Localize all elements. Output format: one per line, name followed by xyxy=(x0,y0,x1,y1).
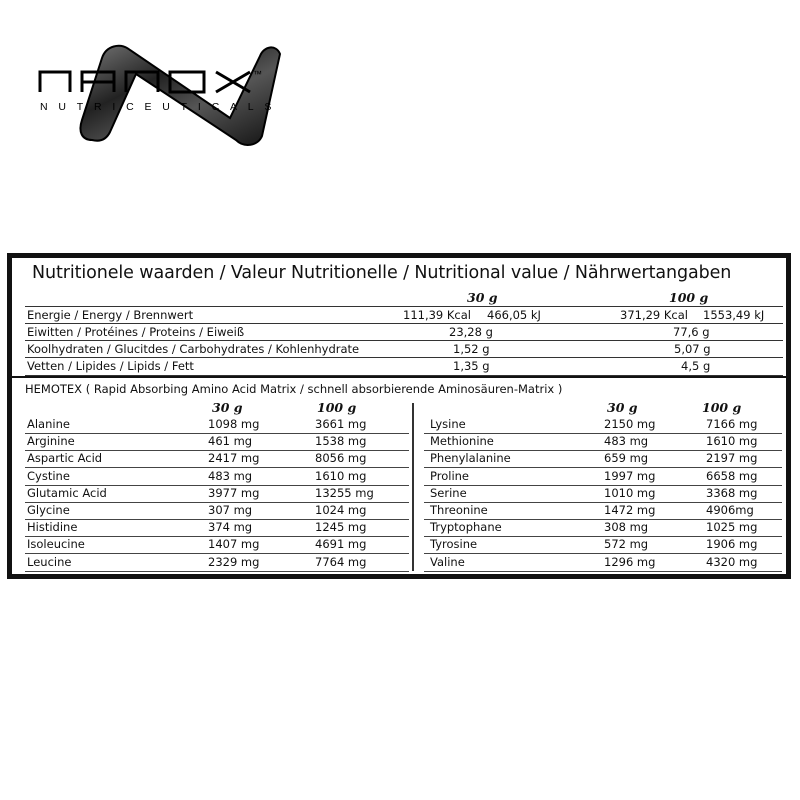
amino-name: Glycine xyxy=(27,503,70,517)
amino-value-100: 4691 mg xyxy=(315,537,367,552)
amino-name: Histidine xyxy=(27,520,78,535)
amino-name: Serine xyxy=(430,485,467,500)
amino-value-30: 572 mg xyxy=(604,537,649,552)
amino-name: Leucine xyxy=(27,554,72,569)
amino-row xyxy=(25,519,409,537)
amino-row xyxy=(25,450,409,468)
nanox-logo xyxy=(30,40,330,150)
amino-row xyxy=(424,433,782,451)
amino-row xyxy=(25,416,409,434)
amino-value-30: 1296 mg xyxy=(604,554,656,569)
amino-column-separator xyxy=(412,403,414,571)
nutrition-label: Eiwitten / Protéines / Proteins / Eiweiß xyxy=(27,325,245,339)
amino-row xyxy=(424,536,782,554)
svg-text:NUTRICEUTICALS: NUTRICEUTICALS xyxy=(40,101,283,113)
hemotex-heading: HEMOTEX ( Rapid Absorbing Amino Acid Matrix / schnell absorbierende Aminosäuren-Matrix ) xyxy=(25,382,563,396)
nutrition-value-30-kcal: 111,39 Kcal xyxy=(403,308,472,322)
amino-value-100: 2197 mg xyxy=(706,451,758,466)
amino-right-col-100-header: 100 g xyxy=(702,400,742,415)
amino-row xyxy=(25,485,409,503)
amino-value-100: 3368 mg xyxy=(706,485,758,500)
amino-value-100: 13255 mg xyxy=(315,485,374,500)
section-divider xyxy=(12,376,786,378)
nutrition-value-100-kj: 1553,49 kJ xyxy=(703,308,765,322)
amino-value-30: 1407 mg xyxy=(208,537,260,552)
amino-row xyxy=(25,468,409,486)
amino-value-100: 7166 mg xyxy=(706,417,758,431)
nutrition-label: Vetten / Lipides / Lipids / Fett xyxy=(27,359,194,373)
amino-row xyxy=(25,536,409,554)
amino-value-100: 4320 mg xyxy=(706,554,758,569)
amino-value-30: 461 mg xyxy=(208,434,253,449)
amino-value-100: 1025 mg xyxy=(706,520,758,535)
nutrition-value-30-kj: 466,05 kJ xyxy=(487,308,541,322)
amino-name: Proline xyxy=(430,468,469,483)
amino-value-100: 1610 mg xyxy=(706,434,758,449)
amino-row xyxy=(25,502,409,520)
amino-value-100: 1610 mg xyxy=(315,468,367,483)
amino-name: Tryptophane xyxy=(430,520,502,535)
nutrition-label: Koolhydraten / Glucitdes / Carbohydrates / Kohlenhydrate xyxy=(27,342,360,356)
amino-left-col-100-header: 100 g xyxy=(317,400,357,415)
amino-value-100: 7764 mg xyxy=(315,554,367,569)
nutrition-value-30: 1,52 g xyxy=(453,342,490,356)
amino-row xyxy=(424,468,782,486)
nutrition-panel-inner xyxy=(12,258,786,574)
amino-value-100: 1538 mg xyxy=(315,434,367,449)
nutrition-col-30-header: 30 g xyxy=(467,290,498,305)
amino-value-30: 307 mg xyxy=(208,503,253,517)
nutrition-row-energy xyxy=(25,306,783,324)
amino-name: Valine xyxy=(430,554,465,569)
amino-name: Tyrosine xyxy=(430,537,478,552)
amino-row xyxy=(424,485,782,503)
amino-value-100: 3661 mg xyxy=(315,417,367,431)
nutrition-value-100: 4,5 g xyxy=(681,359,711,373)
amino-row xyxy=(424,554,782,572)
amino-value-30: 483 mg xyxy=(208,468,253,483)
panel-title: Nutritionele waarden / Valeur Nutritionelle / Nutritional value / Nährwertangaben xyxy=(32,263,732,283)
amino-name: Phenylalanine xyxy=(430,451,511,466)
amino-value-30: 483 mg xyxy=(604,434,649,449)
amino-value-30: 1010 mg xyxy=(604,485,656,500)
nutrition-col-100-header: 100 g xyxy=(669,290,709,305)
amino-row xyxy=(424,416,782,434)
amino-name: Threonine xyxy=(430,503,488,517)
amino-name: Aspartic Acid xyxy=(27,451,103,466)
amino-row xyxy=(424,502,782,520)
amino-value-30: 1098 mg xyxy=(208,417,260,431)
nutrition-value-30: 23,28 g xyxy=(449,325,493,339)
amino-row xyxy=(25,554,409,572)
amino-value-30: 659 mg xyxy=(604,451,649,466)
amino-value-100: 6658 mg xyxy=(706,468,758,483)
amino-name: Isoleucine xyxy=(27,537,85,552)
amino-value-30: 374 mg xyxy=(208,520,253,535)
amino-value-100: 1906 mg xyxy=(706,537,758,552)
amino-name: Glutamic Acid xyxy=(27,485,107,500)
amino-name: Lysine xyxy=(430,417,466,431)
amino-right-col-30-header: 30 g xyxy=(607,400,638,415)
amino-left-col-30-header: 30 g xyxy=(212,400,243,415)
amino-value-30: 2150 mg xyxy=(604,417,656,431)
amino-value-30: 2417 mg xyxy=(208,451,260,466)
nutrition-value-100: 77,6 g xyxy=(673,325,710,339)
amino-name: Arginine xyxy=(27,434,75,449)
amino-value-100: 4906mg xyxy=(706,503,754,517)
amino-value-30: 3977 mg xyxy=(208,485,260,500)
amino-value-30: 308 mg xyxy=(604,520,649,535)
nutrition-row-fat xyxy=(25,357,783,376)
nutrition-value-30: 1,35 g xyxy=(453,359,490,373)
amino-row xyxy=(424,450,782,468)
amino-row xyxy=(25,433,409,451)
amino-name: Cystine xyxy=(27,468,70,483)
nutrition-row-carbohydrates xyxy=(25,340,783,358)
amino-value-100: 1024 mg xyxy=(315,503,367,517)
amino-value-100: 8056 mg xyxy=(315,451,367,466)
nutrition-value-100: 5,07 g xyxy=(674,342,711,356)
nutrition-panel xyxy=(7,253,791,579)
amino-value-100: 1245 mg xyxy=(315,520,367,535)
amino-name: Alanine xyxy=(27,417,70,431)
svg-text:™: ™ xyxy=(253,69,262,79)
nutrition-label: Energie / Energy / Brennwert xyxy=(27,308,194,322)
nutrition-value-100-kcal: 371,29 Kcal xyxy=(620,308,689,322)
amino-value-30: 1472 mg xyxy=(604,503,656,517)
nutrition-row-protein xyxy=(25,323,783,341)
amino-row xyxy=(424,519,782,537)
amino-name: Methionine xyxy=(430,434,494,449)
amino-value-30: 2329 mg xyxy=(208,554,260,569)
amino-value-30: 1997 mg xyxy=(604,468,656,483)
